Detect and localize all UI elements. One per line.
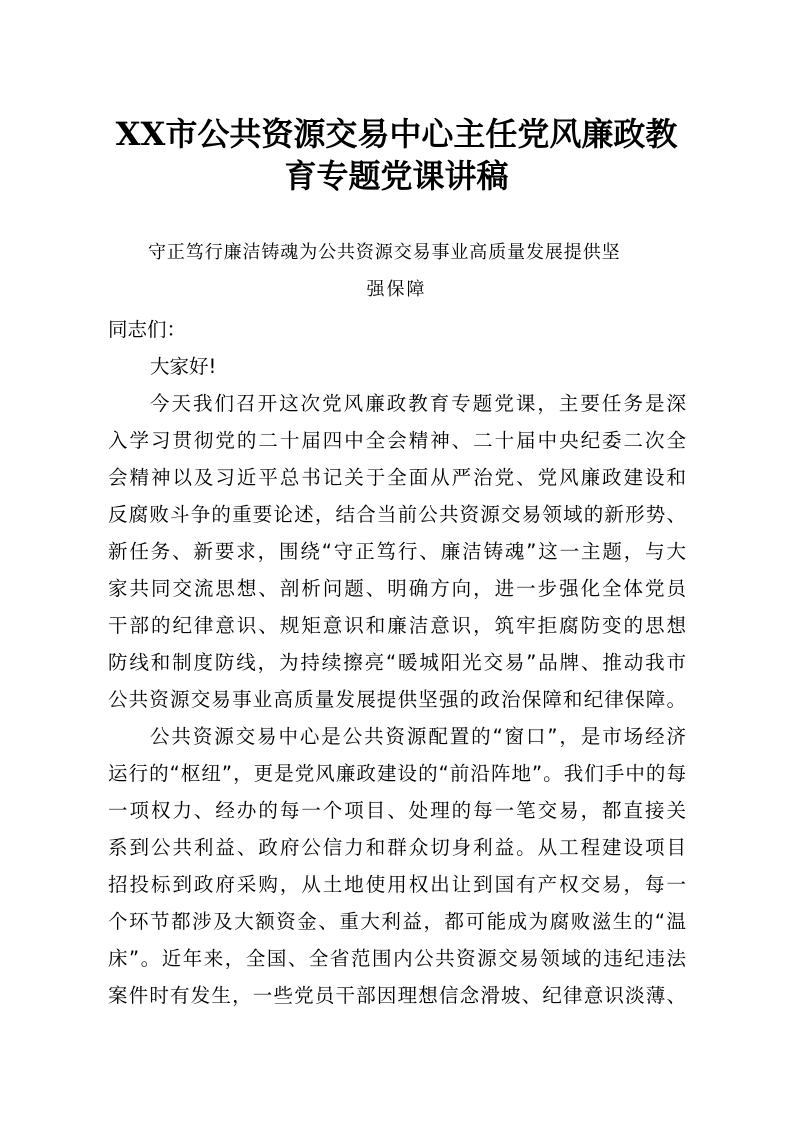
paragraph-2-line: 一项权力、经办的每一个项目、处理的每一笔交易，都直接关	[108, 799, 686, 822]
paragraph-1-line: 会精神以及习近平总书记关于全面从严治党、党风廉政建设和	[108, 466, 686, 489]
paragraph-1-line: 新任务、新要求，围绕“守正笃行、廉洁铸魂”这一主题，与大	[108, 540, 686, 563]
paragraph-2-line: 公共资源交易中心是公共资源配置的“窗口”，是市场经济	[150, 725, 686, 748]
paragraph-2-line: 床”。近年来，全国、全省范围内公共资源交易领域的违纪违法	[108, 947, 686, 970]
document-title-line-1: XX市公共资源交易中心主任党风廉政教	[115, 115, 678, 153]
document-subtitle-line-2: 强保障	[366, 279, 427, 300]
paragraph-1-line: 干部的纪律意识、规矩意识和廉洁意识，筑牢拒腐防变的思想	[108, 614, 686, 637]
paragraph-2-line: 系到公共利益、政府公信力和群众切身利益。从工程建设项目	[108, 836, 686, 859]
paragraph-2-line: 个环节都涉及大额资金、重大利益，都可能成为腐败滋生的“温	[108, 910, 686, 933]
paragraph-2-line: 运行的“枢纽”，更是党风廉政建设的“前沿阵地”。我们手中的每	[108, 762, 686, 785]
paragraph-1-line: 防线和制度防线，为持续擦亮“暖城阳光交易”品牌、推动我市	[108, 651, 686, 674]
paragraph-1-line: 反腐败斗争的重要论述，结合当前公共资源交易领域的新形势、	[108, 503, 686, 526]
paragraph-1-line: 今天我们召开这次党风廉政教育专题党课，主要任务是深	[150, 392, 686, 415]
document-title-line-2: 育专题党课讲稿	[284, 157, 509, 195]
greeting: 大家好!	[150, 355, 217, 378]
paragraph-1-line: 公共资源交易事业高质量发展提供坚强的政治保障和纪律保障。	[108, 688, 686, 711]
paragraph-2-line: 招投标到政府采购，从土地使用权出让到国有产权交易，每一	[108, 873, 686, 896]
paragraph-1-line: 家共同交流思想、剖析问题、明确方向，进一步强化全体党员	[108, 577, 686, 600]
paragraph-1-line: 入学习贯彻党的二十届四中全会精神、二十届中央纪委二次全	[108, 429, 686, 452]
salutation: 同志们：	[108, 318, 187, 341]
document-subtitle-line-1: 守正笃行廉洁铸魂为公共资源交易事业高质量发展提供坚	[148, 242, 621, 263]
paragraph-2-line: 案件时有发生，一些党员干部因理想信念滑坡、纪律意识淡薄、	[108, 984, 686, 1007]
